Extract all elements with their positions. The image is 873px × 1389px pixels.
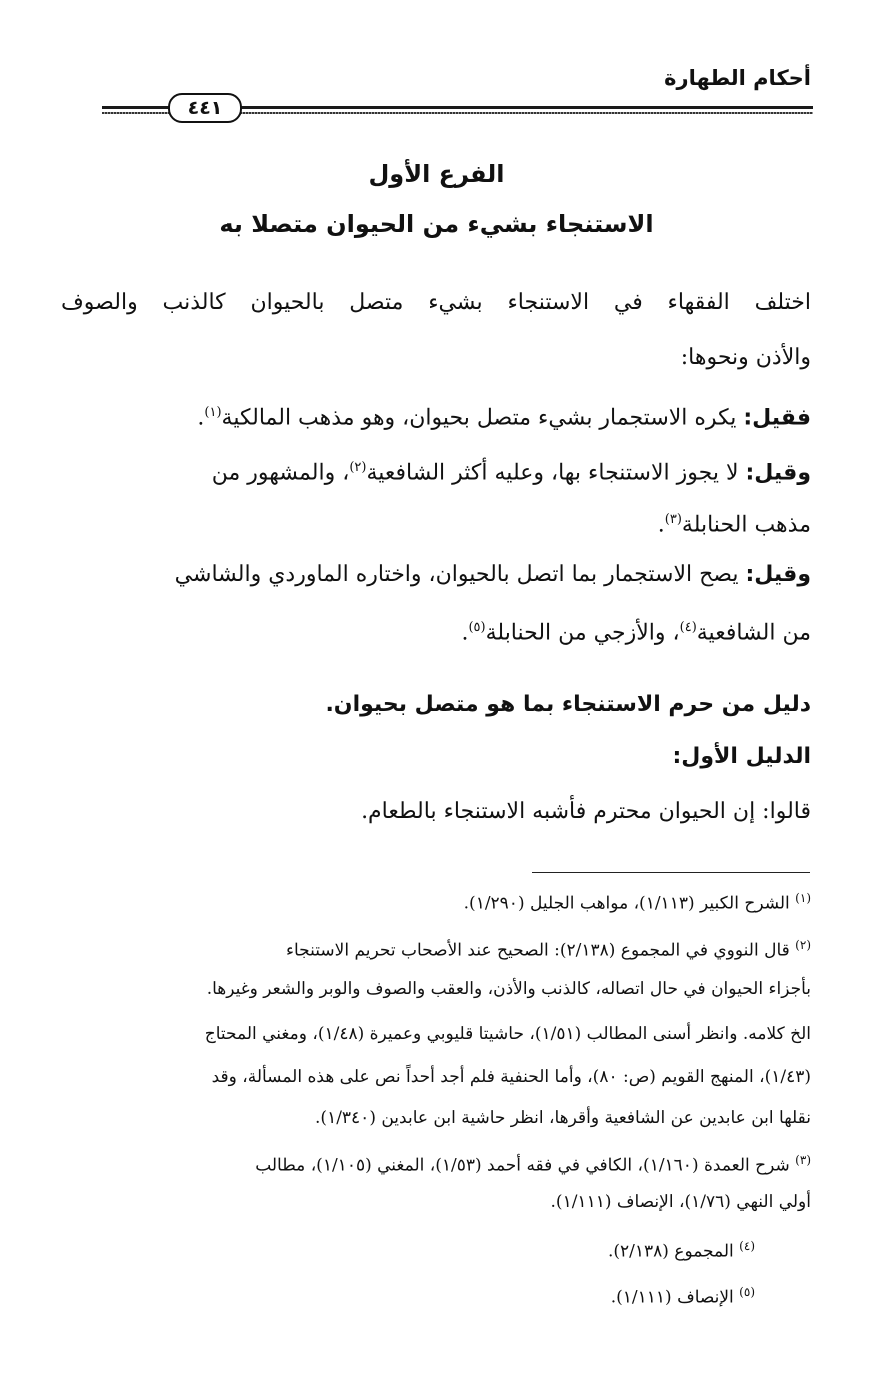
footnote-text: شرح العمدة (١/١٦٠)، الكافي في فقه أحمد (١/٥٣)، المغني (١/١٠٥)، مطالب: [255, 1155, 796, 1176]
footnote-number: (٢): [795, 938, 811, 952]
first-evidence-heading: الدليل الأول:: [672, 744, 811, 769]
opinion-lead: وقيل:: [745, 562, 811, 587]
footnote-number: (٣): [795, 1153, 811, 1167]
footnote-4: [608, 1234, 755, 1264]
footnote-2-line: الخ كلامه. وانظر أسنى المطالب (١/٥١)، حاشيتا قليوبي وعميرة (١/٤٨)، ومغني المحتاج: [204, 1024, 811, 1044]
opinion-text: من الشافعية: [696, 620, 811, 646]
evidence-heading: دليل من حرم الاستنجاء بما هو متصل بحيوان.: [325, 692, 811, 717]
footnote-text: الإنصاف (١/١١١).: [610, 1287, 740, 1308]
opinion-end: .: [657, 512, 665, 538]
paragraph-line: اختلف الفقهاء في الاستنجاء بشيء متصل بالحيوان كالذنب والصوف: [61, 290, 811, 315]
opinion-text: يصح الاستجمار بما اتصل بالحيوان، واختاره الماوردي والشاشي: [174, 562, 746, 587]
opinion-3-line2: [461, 613, 811, 648]
branch-title: الفرع الأول: [368, 160, 505, 188]
footnote-1: [464, 886, 811, 916]
opinion-end: .: [197, 405, 205, 431]
footnote-ref[interactable]: (٣): [664, 512, 682, 527]
opinion-3: [175, 560, 811, 590]
opinion-text: ، والمشهور من: [211, 460, 350, 486]
footnote-ref[interactable]: (٥): [468, 620, 486, 635]
opinion-lead: فقيل:: [743, 405, 811, 431]
footnote-number: (٤): [739, 1239, 755, 1253]
footnote-number: (٥): [739, 1285, 755, 1299]
footnote-2-line: نقلها ابن عابدين عن الشافعية وأقرها، انظر حاشية ابن عابدين (١/٣٤٠).: [315, 1108, 811, 1128]
footnote-2-line: بأجزاء الحيوان في حال اتصاله، كالذنب والأذن، والعقب والصوف والوبر والشعر وغيرها.: [206, 979, 811, 999]
opinion-1: [197, 398, 811, 433]
footnote-ref[interactable]: (٤): [679, 620, 697, 635]
footnote-5: [611, 1280, 755, 1310]
page-number: ٤٤١: [168, 93, 242, 123]
running-title: أحكام الطهارة: [664, 66, 811, 90]
footnote-text: المجموع (٢/١٣٨).: [607, 1241, 740, 1262]
opinion-2-line2: [658, 505, 811, 540]
footnote-2-line: (١/٤٣)، المنهج القويم (ص: ٨٠)، وأما الحنفية فلم أجد أحداً نص على هذه المسألة، وقد: [211, 1067, 811, 1087]
footnote-ref[interactable]: (١): [204, 405, 222, 420]
opinion-text: يكره الاستجمار بشيء متصل بحيوان، وهو مذهب المالكية: [221, 405, 744, 431]
opinion-text: مذهب الحنابلة: [681, 512, 811, 538]
first-evidence-text: قالوا: إن الحيوان محترم فأشبه الاستنجاء بالطعام.: [361, 799, 811, 824]
opinion-2: [212, 453, 811, 488]
paragraph-line: والأذن ونحوها:: [680, 345, 811, 370]
footnote-3: [255, 1148, 811, 1178]
footnote-number: (١): [795, 891, 811, 905]
opinion-text: ، والأزجي من الحنابلة: [485, 620, 680, 646]
footnote-text: الشرح الكبير (١/١١٣)، مواهب الجليل (١/٢٩٠).: [463, 893, 796, 914]
footnote-3-line: أولي النهي (١/٧٦)، الإنصاف (١/١١١).: [550, 1192, 811, 1212]
footnote-ref[interactable]: (٢): [349, 460, 367, 475]
opinion-end: .: [461, 620, 469, 646]
opinion-lead: وقيل:: [745, 460, 811, 486]
opinion-text: لا يجوز الاستنجاء بها، وعليه أكثر الشافعية: [366, 460, 746, 486]
subject-title: الاستنجاء بشيء من الحيوان متصلا به: [219, 210, 654, 238]
footnote-text: قال النووي في المجموع (٢/١٣٨): الصحيح عند الأصحاب تحريم الاستنجاء: [285, 940, 796, 961]
footnote-2: [286, 933, 811, 963]
footnote-rule: [532, 872, 810, 873]
